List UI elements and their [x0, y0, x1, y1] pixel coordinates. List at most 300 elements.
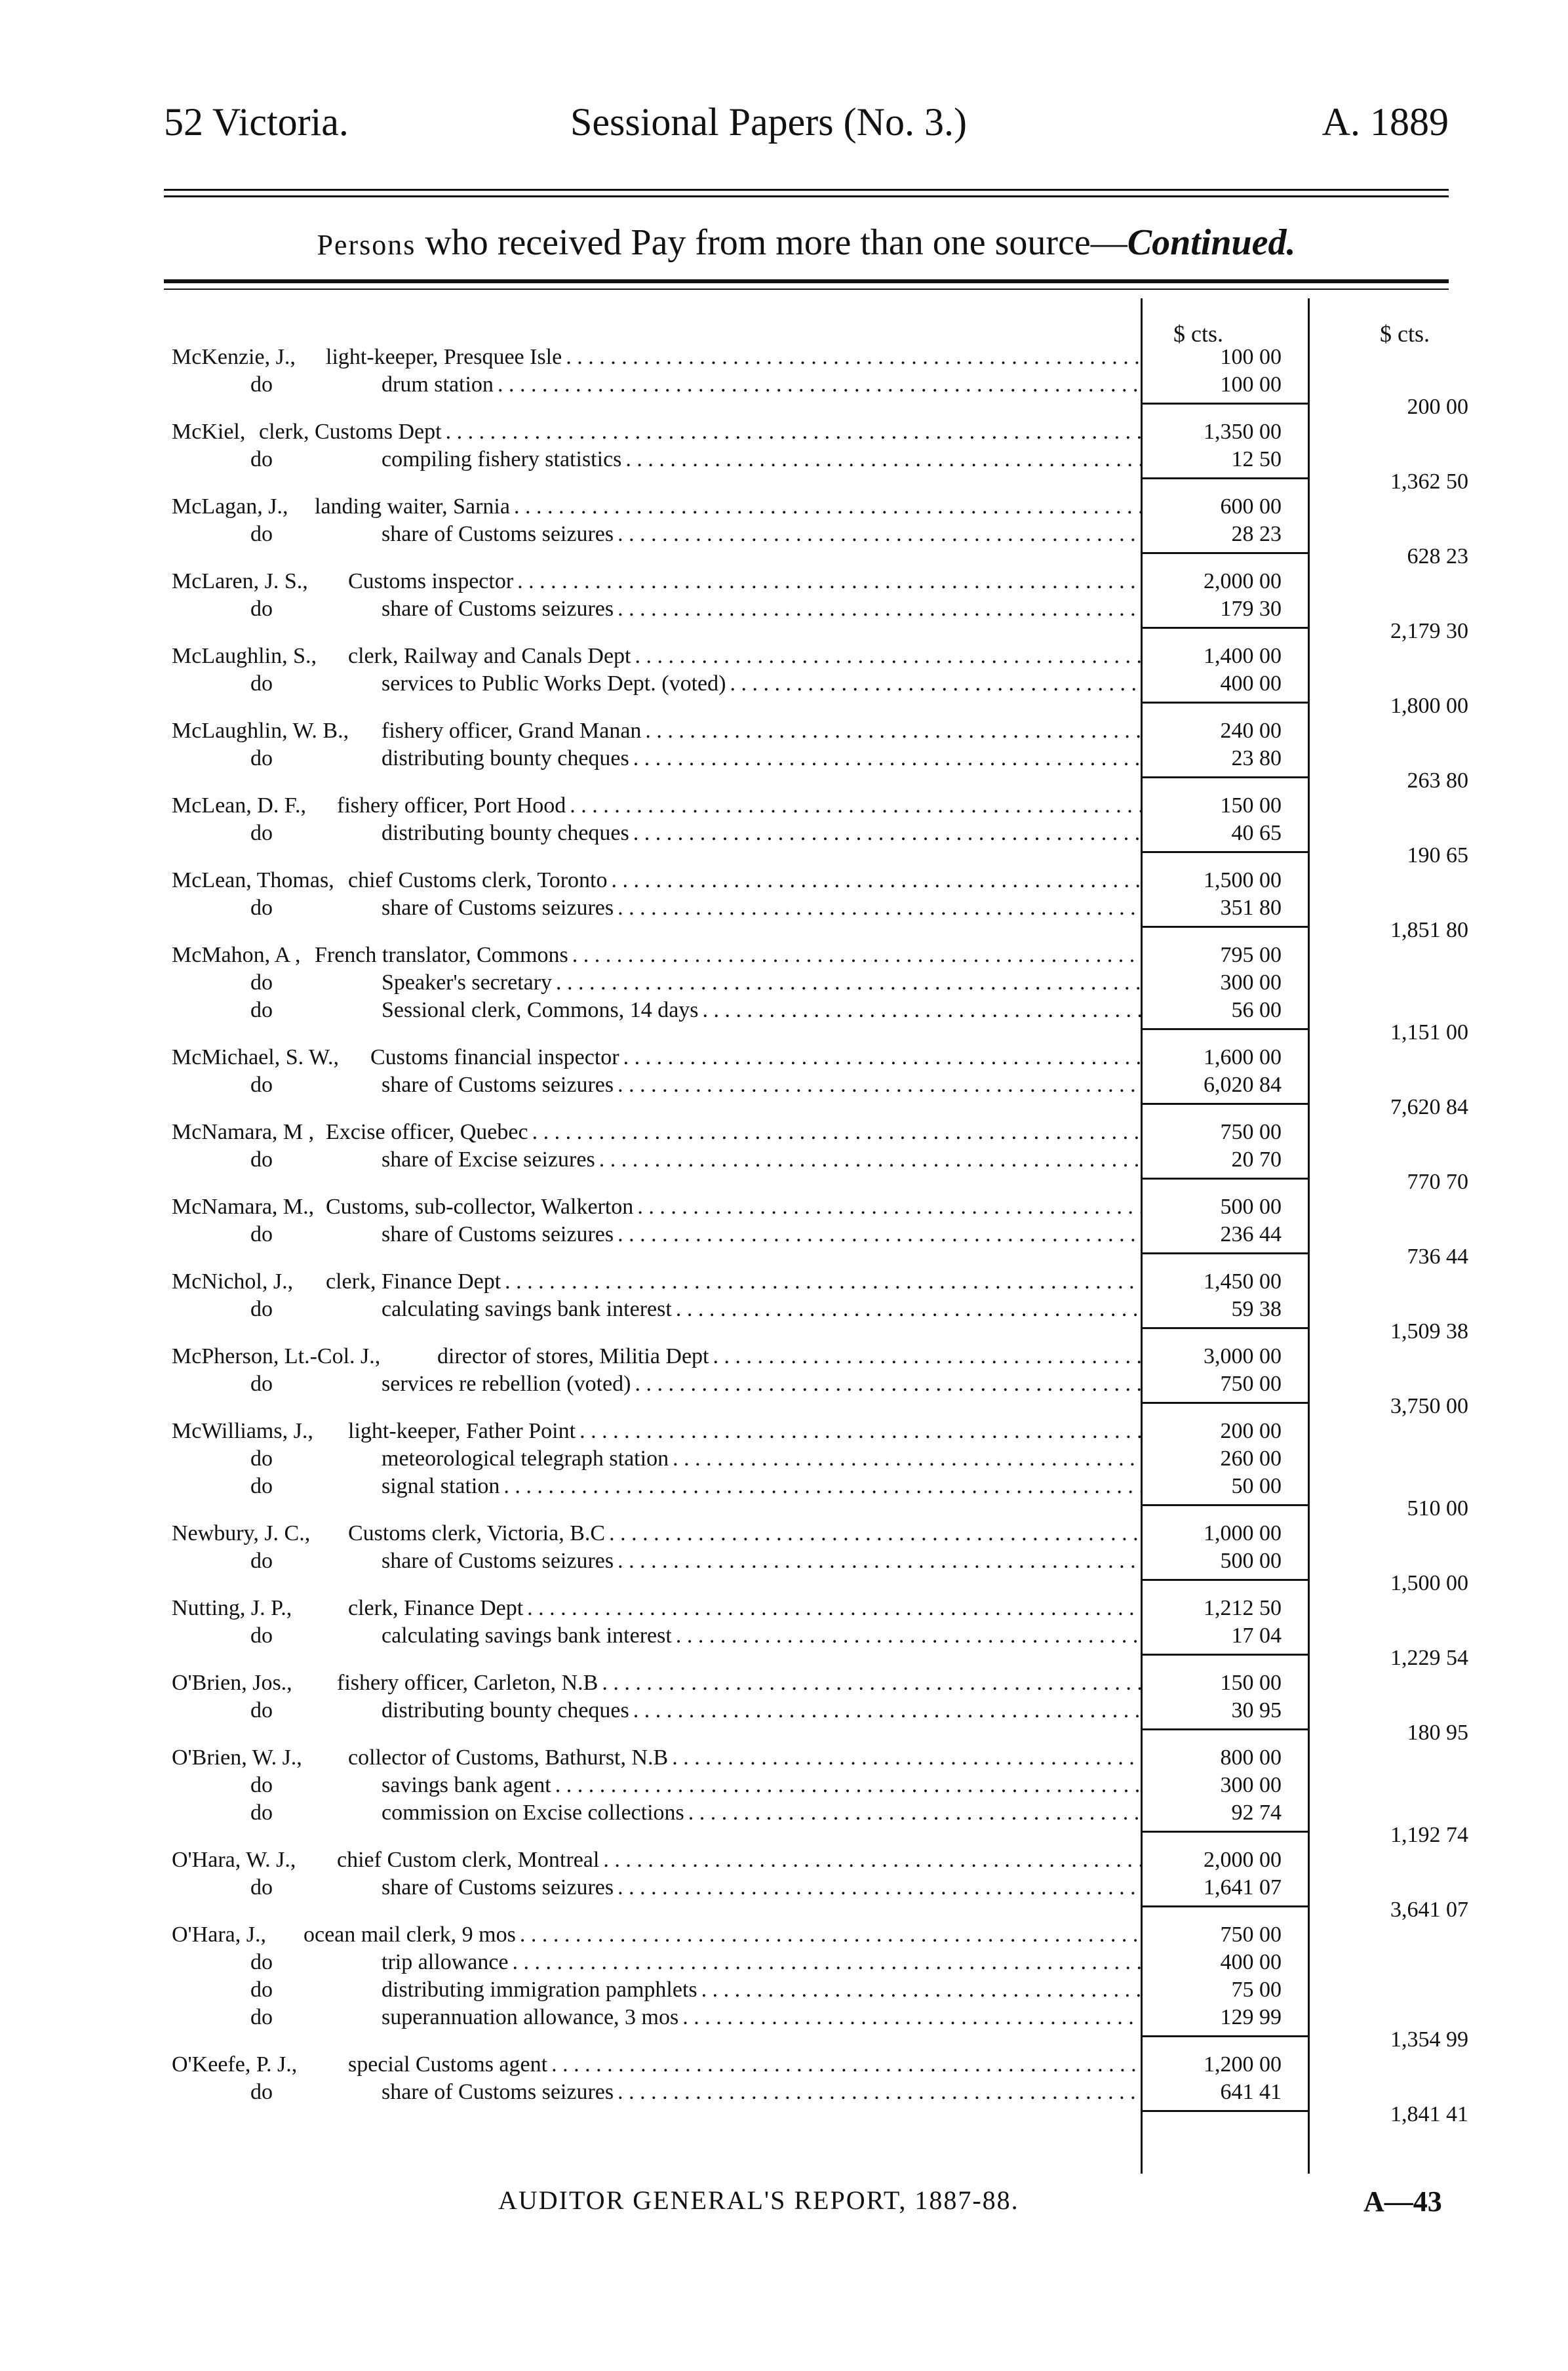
entry-total: 1,841 41: [1390, 2102, 1468, 2126]
subtotal-rule: [1142, 1402, 1310, 1404]
payment-description: signal station: [382, 1474, 503, 1498]
payee-name: do: [250, 1624, 273, 1648]
payment-description: trip allowance: [382, 1950, 513, 1974]
page-folio: A—43: [1363, 2185, 1442, 2218]
payment-description: landing waiter, Sarnia: [315, 494, 514, 519]
ledger-line: [172, 1949, 1142, 1976]
ledger-line: McLean, Thomas, chief Customs clerk, Toronto . . .: [172, 867, 1142, 894]
payment-amount: 800 00: [1220, 1745, 1282, 1770]
payment-amount: 1,641 07: [1204, 1875, 1282, 1900]
payment-amount: 1,212 50: [1204, 1596, 1282, 1620]
payee-name: do: [250, 522, 273, 546]
description-leader: [382, 1445, 1142, 1473]
payment-amount: 260 00: [1220, 1446, 1282, 1471]
description-leader: [348, 867, 1142, 894]
ledger-line: [172, 969, 1142, 997]
ledger-line: [172, 521, 1142, 548]
description-leader: [348, 1520, 1142, 1547]
subtotal-rule: [1142, 1654, 1310, 1656]
description-leader: [382, 1799, 1142, 1827]
payment-amount: 400 00: [1220, 1950, 1282, 1974]
description-leader: [348, 643, 1142, 670]
header-rule-bottom: [164, 195, 1449, 197]
ledger-line: McKiel, clerk, Customs Dept . . .: [172, 418, 1142, 446]
ledger-line: [172, 820, 1142, 847]
ledger-line: McMichael, S. W., Customs financial inspector . . .: [172, 1044, 1142, 1071]
payment-amount: 179 30: [1220, 597, 1282, 621]
subtotal-rule: [1142, 1728, 1310, 1730]
ledger-line: [172, 1146, 1142, 1174]
description-leader: [382, 820, 1142, 847]
ledger-entry: [172, 1343, 1142, 1398]
payment-amount: 75 00: [1231, 1978, 1282, 2002]
entry-total: 510 00: [1407, 1496, 1468, 1521]
payee-name: do: [250, 821, 273, 845]
payee-name: do: [250, 1875, 273, 1900]
subtotal-rule: [1142, 552, 1310, 554]
ledger-entry: [172, 1268, 1142, 1323]
ledger-line: [172, 1772, 1142, 1799]
entry-total: 1,800 00: [1390, 694, 1468, 718]
payment-amount: 351 80: [1220, 896, 1282, 920]
payee-name: do: [250, 372, 273, 397]
payment-description: distributing bounty cheques: [382, 746, 633, 770]
payee-name: do: [250, 1372, 273, 1396]
ledger-line: O'Brien, W. J., collector of Customs, Bathurst, N.B . . .: [172, 1744, 1142, 1772]
subtotal-rule: [1142, 477, 1310, 479]
amount-column-heading: $ cts.: [1173, 321, 1223, 347]
ledger-line: [172, 1547, 1142, 1575]
payment-amount: 100 00: [1220, 345, 1282, 369]
payment-amount: 750 00: [1220, 1120, 1282, 1144]
payment-amount: 1,200 00: [1204, 2052, 1282, 2077]
payee-name: do: [250, 1446, 273, 1471]
payment-amount: 600 00: [1220, 494, 1282, 519]
payment-amount: 28 23: [1231, 522, 1282, 546]
payment-description: commission on Excise collections: [382, 1801, 688, 1825]
payment-description: light-keeper, Father Point: [348, 1419, 579, 1443]
entry-total: 1,509 38: [1390, 1319, 1468, 1344]
subtotal-rule: [1142, 1028, 1310, 1030]
entry-total: 3,750 00: [1390, 1394, 1468, 1418]
payment-description: chief Customs clerk, Toronto: [348, 868, 611, 892]
entry-total: 180 95: [1407, 1721, 1468, 1745]
payment-description: savings bank agent: [382, 1773, 555, 1797]
description-leader: [348, 1744, 1142, 1772]
description-leader: [370, 1044, 1142, 1071]
payment-description: share of Customs seizures: [382, 896, 617, 920]
payment-amount: 2,000 00: [1204, 569, 1282, 593]
payment-amount: 500 00: [1220, 1549, 1282, 1573]
payee-name: do: [250, 1698, 273, 1723]
ledger-entry: [172, 643, 1142, 698]
ledger-line: [172, 2079, 1142, 2106]
payment-amount: 300 00: [1220, 970, 1282, 995]
entry-total: 263 80: [1407, 768, 1468, 793]
ledger-entry: [172, 1044, 1142, 1099]
payment-amount: 150 00: [1220, 1671, 1282, 1695]
payment-description: Speaker's secretary: [382, 970, 556, 995]
payee-name: do: [250, 1474, 273, 1498]
description-leader: [315, 942, 1142, 969]
header-sessional-papers: Sessional Papers (No. 3.): [570, 100, 967, 144]
ledger-line: McLaughlin, S., clerk, Railway and Canals Dept . . .: [172, 643, 1142, 670]
ledger-line: [172, 446, 1142, 473]
payee-name: do: [250, 1773, 273, 1797]
payment-description: share of Customs seizures: [382, 1875, 617, 1900]
description-leader: [382, 521, 1142, 548]
payment-description: clerk, Finance Dept: [348, 1596, 527, 1620]
subtotal-rule: [1142, 2035, 1310, 2037]
description-leader: [382, 1976, 1142, 2004]
title-smallcaps: Persons: [317, 229, 416, 261]
ledger-line: [172, 1221, 1142, 1248]
payment-description: share of Customs seizures: [382, 1073, 617, 1097]
description-leader: [382, 1547, 1142, 1575]
description-leader: [337, 1669, 1142, 1697]
ledger-entry: [172, 1921, 1142, 2031]
description-leader: [326, 344, 1142, 371]
description-leader: [382, 371, 1142, 399]
ledger-line: McPherson, Lt.-Col. J., director of stores, Militia Dept . . .: [172, 1343, 1142, 1370]
ledger-entry: [172, 418, 1142, 473]
payment-description: distributing bounty cheques: [382, 821, 633, 845]
payment-description: director of stores, Militia Dept: [437, 1344, 713, 1368]
payment-description: superannuation allowance, 3 mos: [382, 2005, 682, 2029]
payment-amount: 12 50: [1231, 447, 1282, 471]
subtotal-rule: [1142, 1327, 1310, 1329]
subtotal-rule: [1142, 776, 1310, 778]
payment-description: ocean mail clerk, 9 mos: [304, 1923, 520, 1947]
payment-description: French translator, Commons: [315, 943, 572, 967]
subtotal-rule: [1142, 403, 1310, 405]
description-leader: [382, 1874, 1142, 1902]
subtotal-rule: [1142, 1579, 1310, 1581]
entry-total: 1,354 99: [1390, 2027, 1468, 2052]
description-leader: [382, 997, 1142, 1024]
payment-description: distributing immigration pamphlets: [382, 1978, 701, 2002]
ledger-entry: [172, 344, 1142, 399]
entry-total: 200 00: [1407, 395, 1468, 419]
ledger-line: McNichol, J., clerk, Finance Dept . . .: [172, 1268, 1142, 1296]
payment-amount: 150 00: [1220, 793, 1282, 818]
description-leader: [382, 1622, 1142, 1650]
running-header: [164, 100, 1449, 152]
entry-total: 7,620 84: [1390, 1095, 1468, 1119]
entry-total: 1,192 74: [1390, 1823, 1468, 1847]
ledger-entry: [172, 792, 1142, 847]
payment-amount: 1,000 00: [1204, 1521, 1282, 1545]
ledger-line: O'Keefe, P. J., special Customs agent . . .: [172, 2051, 1142, 2079]
payment-description: clerk, Finance Dept: [326, 1269, 505, 1294]
subtotal-rule: [1142, 702, 1310, 704]
ledger-line: [172, 1874, 1142, 1902]
payment-description: share of Excise seizures: [382, 1147, 599, 1172]
ledger-line: McWilliams, J., light-keeper, Father Point . . .: [172, 1418, 1142, 1445]
description-leader: [382, 595, 1142, 623]
ledger-line: [172, 1071, 1142, 1099]
payee-name: do: [250, 998, 273, 1022]
total-column-heading: $ cts.: [1380, 321, 1430, 347]
ledger-line: Nutting, J. P., clerk, Finance Dept . . .: [172, 1595, 1142, 1622]
payment-description: Sessional clerk, Commons, 14 days: [382, 998, 703, 1022]
payee-name: do: [250, 671, 273, 696]
description-leader: [382, 969, 1142, 997]
description-leader: [304, 1921, 1142, 1949]
ledger-entry: [172, 717, 1142, 772]
payment-amount: 795 00: [1220, 943, 1282, 967]
payment-amount: 1,400 00: [1204, 644, 1282, 668]
entry-total: 1,500 00: [1390, 1571, 1468, 1595]
payment-amount: 129 99: [1220, 2005, 1282, 2029]
payment-amount: 750 00: [1220, 1372, 1282, 1396]
payment-amount: 100 00: [1220, 372, 1282, 397]
ledger-line: [172, 1799, 1142, 1827]
ledger-entry: [172, 1744, 1142, 1827]
payment-description: fishery officer, Grand Manan: [382, 719, 645, 743]
payment-description: clerk, Railway and Canals Dept: [348, 644, 635, 668]
payment-description: share of Customs seizures: [382, 1222, 617, 1246]
payment-description: drum station: [382, 372, 498, 397]
payment-amount: 3,000 00: [1204, 1344, 1282, 1368]
payment-amount: 6,020 84: [1204, 1073, 1282, 1097]
ledger-line: McNamara, M., Customs, sub-collector, Walkerton . . .: [172, 1193, 1142, 1221]
description-leader: [382, 1071, 1142, 1099]
description-leader: [437, 1343, 1142, 1370]
payment-amount: 56 00: [1231, 998, 1282, 1022]
payment-amount: 1,600 00: [1204, 1045, 1282, 1069]
ledger-line: [172, 1445, 1142, 1473]
entry-total: 1,362 50: [1390, 469, 1468, 494]
entry-total: 1,151 00: [1390, 1020, 1468, 1045]
payment-amount: 1,500 00: [1204, 868, 1282, 892]
payment-description: Customs financial inspector: [370, 1045, 623, 1069]
ledger-line: McLean, D. F., fishery officer, Port Hood . . .: [172, 792, 1142, 820]
entry-total: 190 65: [1407, 843, 1468, 867]
payment-description: share of Customs seizures: [382, 1549, 617, 1573]
payee-name: do: [250, 1222, 273, 1246]
ledger-line: [172, 2004, 1142, 2031]
subtotal-rule: [1142, 1178, 1310, 1180]
payment-description: special Customs agent: [348, 2052, 551, 2077]
ledger-line: [172, 1296, 1142, 1323]
ledger-line: O'Hara, W. J., chief Custom clerk, Montreal . . .: [172, 1846, 1142, 1874]
payee-name: do: [250, 1978, 273, 2002]
ledger-entry: [172, 1846, 1142, 1902]
description-leader: [382, 670, 1142, 698]
header-session: 52 Victoria.: [164, 100, 349, 144]
payee-name: do: [250, 2080, 273, 2104]
payment-amount: 40 65: [1231, 821, 1282, 845]
ledger-entry: [172, 1193, 1142, 1248]
subtotal-rule: [1142, 1831, 1310, 1833]
description-leader: [382, 1221, 1142, 1248]
ledger-entry: [172, 1595, 1142, 1650]
ledger-line: [172, 894, 1142, 922]
payment-description: Excise officer, Quebec: [326, 1120, 532, 1144]
description-leader: [326, 1119, 1142, 1146]
ledger-line: [172, 1697, 1142, 1724]
title-rule-thick: [164, 279, 1449, 283]
payment-amount: 1,350 00: [1204, 420, 1282, 444]
payee-name: do: [250, 1147, 273, 1172]
header-year: A. 1889: [1322, 100, 1449, 144]
description-leader: [348, 1595, 1142, 1622]
payment-amount: 30 95: [1231, 1698, 1282, 1723]
ledger-line: [172, 670, 1142, 698]
payment-description: calculating savings bank interest: [382, 1297, 676, 1321]
payment-amount: 92 74: [1231, 1801, 1282, 1825]
ledger-line: McLaren, J. S., Customs inspector . . .: [172, 568, 1142, 595]
description-leader: [382, 1296, 1142, 1323]
ledger-line: [172, 1976, 1142, 2004]
description-leader: [382, 2079, 1142, 2106]
payee-name: do: [250, 447, 273, 471]
payment-description: share of Customs seizures: [382, 522, 617, 546]
description-leader: [259, 418, 1142, 446]
ledger-entry: [172, 942, 1142, 1024]
ledger-entry: [172, 1418, 1142, 1500]
payment-description: collector of Customs, Bathurst, N.B: [348, 1745, 672, 1770]
payment-description: share of Customs seizures: [382, 597, 617, 621]
payment-amount: 17 04: [1231, 1624, 1282, 1648]
payee-name: do: [250, 1073, 273, 1097]
payment-description: clerk, Customs Dept: [259, 420, 446, 444]
ledger-line: [172, 1622, 1142, 1650]
description-leader: [382, 1772, 1142, 1799]
payment-amount: 236 44: [1220, 1222, 1282, 1246]
payment-amount: 200 00: [1220, 1419, 1282, 1443]
ledger-line: [172, 1473, 1142, 1500]
ledger-line: [172, 371, 1142, 399]
subtotal-rule: [1142, 627, 1310, 629]
ledger-entry: [172, 2051, 1142, 2106]
ledger-line: McMahon, A , French translator, Commons . . .: [172, 942, 1142, 969]
payment-amount: 240 00: [1220, 719, 1282, 743]
payment-amount: 59 38: [1231, 1297, 1282, 1321]
description-leader: [382, 745, 1142, 772]
payee-name: do: [250, 1549, 273, 1573]
payment-description: services to Public Works Dept. (voted): [382, 671, 730, 696]
ledger-entry: [172, 867, 1142, 922]
payment-amount: 20 70: [1231, 1147, 1282, 1172]
title-text: who received Pay from more than one source—: [416, 222, 1127, 263]
header-rule-top: [164, 189, 1449, 191]
subtotal-rule: [1142, 2110, 1310, 2112]
payment-description: share of Customs seizures: [382, 2080, 617, 2104]
subtotal-rule: [1142, 851, 1310, 853]
payment-amount: 750 00: [1220, 1923, 1282, 1947]
payment-amount: 23 80: [1231, 746, 1282, 770]
description-leader: [326, 1268, 1142, 1296]
subtotal-rule: [1142, 1504, 1310, 1506]
ledger-line: [172, 1370, 1142, 1398]
payment-description: chief Custom clerk, Montreal: [337, 1848, 603, 1872]
ledger-line: O'Hara, J., ocean mail clerk, 9 mos . . .: [172, 1921, 1142, 1949]
description-leader: [315, 493, 1142, 521]
ledger-entry: [172, 493, 1142, 548]
ledger-entry: [172, 1119, 1142, 1174]
payee-name: do: [250, 1950, 273, 1974]
description-leader: [382, 1370, 1142, 1398]
payee-name: do: [250, 746, 273, 770]
entry-total: 3,641 07: [1390, 1898, 1468, 1922]
description-leader: [348, 2051, 1142, 2079]
entry-total: 736 44: [1407, 1245, 1468, 1269]
subtotal-rule: [1142, 1252, 1310, 1254]
entry-total: 1,229 54: [1390, 1646, 1468, 1670]
payment-description: services re rebellion (voted): [382, 1372, 635, 1396]
payee-name: do: [250, 1297, 273, 1321]
page-title: [164, 222, 1449, 264]
ledger-entry: [172, 1520, 1142, 1575]
payee-name: do: [250, 970, 273, 995]
payee-name: do: [250, 597, 273, 621]
ledger-line: O'Brien, Jos., fishery officer, Carleton, N.B . . .: [172, 1669, 1142, 1697]
ledger-line: McNamara, M , Excise officer, Quebec . . .: [172, 1119, 1142, 1146]
description-leader: [382, 446, 1142, 473]
payment-description: fishery officer, Port Hood: [337, 793, 570, 818]
payment-amount: 50 00: [1231, 1474, 1282, 1498]
payment-amount: 1,450 00: [1204, 1269, 1282, 1294]
ledger-line: Newbury, J. C., Customs clerk, Victoria, B.C . . .: [172, 1520, 1142, 1547]
payment-description: distributing bounty cheques: [382, 1698, 633, 1723]
ledger-entry: [172, 1669, 1142, 1724]
entry-total: 628 23: [1407, 544, 1468, 568]
payment-description: calculating savings bank interest: [382, 1624, 676, 1648]
subtotal-rule: [1142, 1905, 1310, 1907]
payee-name: do: [250, 2005, 273, 2029]
payee-name: do: [250, 896, 273, 920]
ledger-line: McLagan, J., landing waiter, Sarnia . . .: [172, 493, 1142, 521]
ledger-line: [172, 745, 1142, 772]
payment-amount: 500 00: [1220, 1195, 1282, 1219]
description-leader: [348, 1418, 1142, 1445]
description-leader: [382, 1697, 1142, 1724]
entry-total: 1,851 80: [1390, 918, 1468, 942]
payment-description: light-keeper, Presquee Isle: [326, 345, 566, 369]
payment-description: Customs clerk, Victoria, B.C: [348, 1521, 609, 1545]
payment-description: compiling fishery statistics: [382, 447, 625, 471]
payment-description: Customs inspector: [348, 569, 517, 593]
entry-total: 770 70: [1407, 1170, 1468, 1194]
ledger-entry: [172, 568, 1142, 623]
ledger-line: [172, 997, 1142, 1024]
description-leader: [348, 568, 1142, 595]
description-leader: [337, 792, 1142, 820]
ledger-line: McLaughlin, W. B., fishery officer, Grand Manan . . .: [172, 717, 1142, 745]
payment-amount: 300 00: [1220, 1773, 1282, 1797]
description-leader: [382, 717, 1142, 745]
payment-description: fishery officer, Carleton, N.B: [337, 1671, 602, 1695]
payment-description: meteorological telegraph station: [382, 1446, 673, 1471]
description-leader: [326, 1193, 1142, 1221]
description-leader: [382, 1146, 1142, 1174]
payee-name: do: [250, 1801, 273, 1825]
payment-description: Customs, sub-collector, Walkerton: [326, 1195, 637, 1219]
subtotal-rule: [1142, 1103, 1310, 1105]
ledger-line: [172, 595, 1142, 623]
description-leader: [382, 894, 1142, 922]
entry-total: 2,179 30: [1390, 619, 1468, 643]
amount-column-right-rule: [1308, 298, 1310, 2174]
title-rule-thin: [164, 289, 1449, 290]
footer-report-title: AUDITOR GENERAL'S REPORT, 1887-88.: [498, 2185, 1019, 2215]
description-leader: [382, 1473, 1142, 1500]
payment-amount: 400 00: [1220, 671, 1282, 696]
subtotal-rule: [1142, 926, 1310, 928]
payment-amount: 641 41: [1220, 2080, 1282, 2104]
